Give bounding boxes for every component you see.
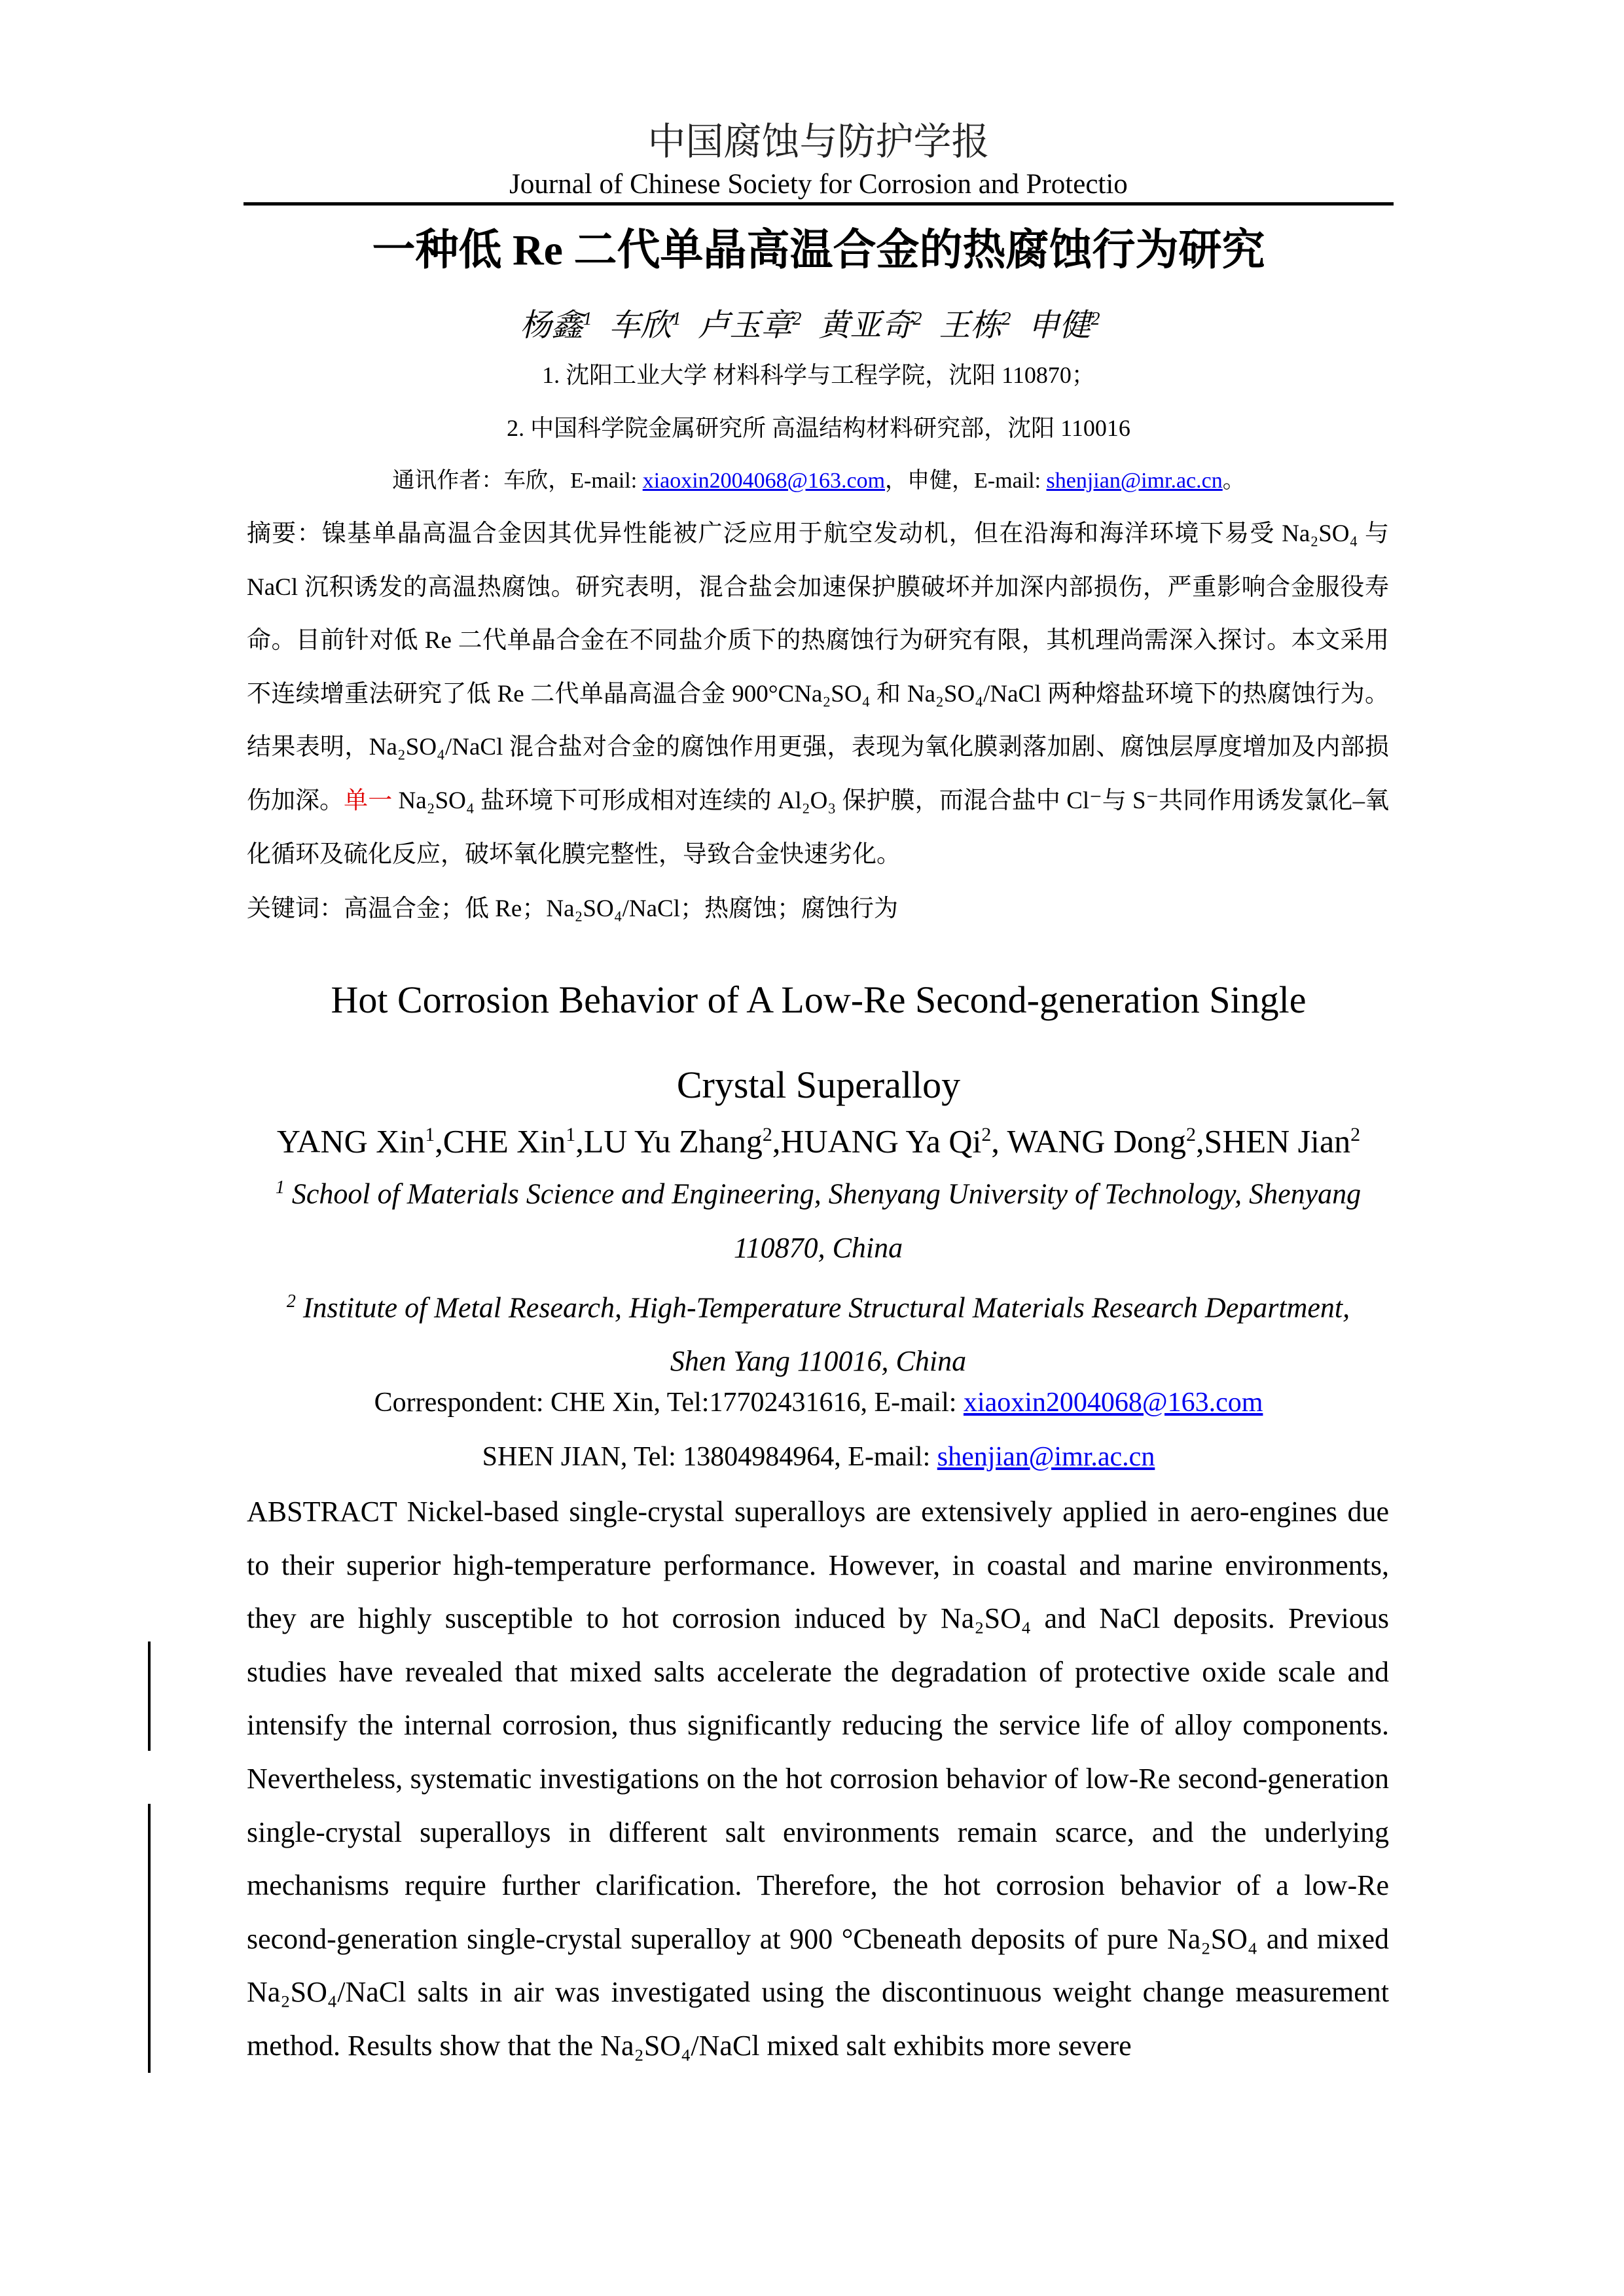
abstract-cn-part1: 摘要：镍基单晶高温合金因其优异性能被广泛应用于航空发动机，但在沿海和海洋环境下易受 Na₂SO₄ 与 NaCl 沉积诱发的高温热腐蚀。研究表明，混合盐会加速保护膜破坏并加深内部损伤，严重影响合金服役寿命。目前针对低 Re 二代单晶合金在不同盐介质下的热腐蚀行为研究有限，其机理尚需深入探讨。本文采用不连续增重法研究了低 Re 二代单晶高温合金 900°CNa₂SO₄ 和 Na₂SO₄/NaCl 两种熔盐环境下的热腐蚀行为。结果表明，Na₂SO₄/NaCl 混合盐对合金的腐蚀作用更强，表现为氧化膜剥落加剧、腐蚀层厚度增加及内部损伤加深。 (247, 520, 1389, 814)
author-name: 车欣 (609, 308, 672, 343)
journal-name-en: Journal of Chinese Society for Corrosion and Protectio (509, 169, 1128, 200)
author-name: 卢玉章 (698, 308, 793, 343)
author-name: 申健 (1028, 308, 1091, 343)
affiliation-2-cn: 2. 中国科学院金属研究所 高温结构材料研究部，沈阳 110016 (507, 415, 1130, 441)
author-affiliation-sup: 2 (1091, 309, 1100, 329)
author-name: YANG Xin (276, 1122, 425, 1160)
author-affiliation-sup: 2 (1001, 309, 1011, 329)
author-name: 黄亚奇 (818, 308, 913, 343)
author-affiliation-sup: 2 (1350, 1124, 1361, 1145)
corresponding-middle: ，申健，E-mail: (885, 469, 1047, 493)
change-bar (148, 1804, 151, 2073)
affiliation-1-sup: 1 (275, 1177, 285, 1198)
correspondent-2-text: SHEN JIAN, Tel: 13804984964, E-mail: (482, 1442, 937, 1472)
affiliations-en (262, 1161, 1375, 1388)
author-affiliation-sup: 2 (762, 1124, 772, 1145)
affiliation-2-sup: 2 (286, 1291, 296, 1312)
paper-title-en-line1: Hot Corrosion Behavior of A Low-Re Second-generation Single (331, 978, 1307, 1021)
author-name: , WANG Dong (991, 1122, 1187, 1160)
email-link-1[interactable]: xiaoxin2004068@163.com (642, 469, 886, 493)
affiliation-2-en (262, 1275, 1375, 1389)
affiliation-1-cn: 1. 沈阳工业大学 材料科学与工程学院，沈阳 110870； (542, 362, 1095, 388)
corresponding-suffix: 。 (1222, 469, 1245, 493)
author-affiliation-sup: 1 (672, 309, 681, 329)
correspondent-1-text: Correspondent: CHE Xin, Tel:17702431616, E-mail: (374, 1388, 964, 1418)
affiliation-2-text: Institute of Metal Research, High-Temperature Structural Materials Research Department, Shen Yang 110016, China (295, 1291, 1350, 1378)
author-affiliation-sup: 1 (566, 1124, 576, 1145)
keywords-cn: 关键词：高温合金；低 Re；Na₂SO₄/NaCl；热腐蚀；腐蚀行为 (247, 895, 898, 922)
correspondent-en-line1 (244, 1383, 1394, 1422)
change-bar (148, 1641, 151, 1751)
author-name: ,SHEN Jian (1196, 1122, 1351, 1160)
authors-en (244, 1115, 1394, 1162)
author-affiliation-sup: 2 (912, 309, 922, 329)
author-affiliation-sup: 2 (1186, 1124, 1197, 1145)
email-link-2[interactable]: shenjian@imr.ac.cn (1046, 469, 1223, 493)
header-divider (244, 202, 1394, 206)
corresponding-prefix: 通讯作者：车欣，E-mail: (392, 469, 643, 493)
author-affiliation-sup: 1 (425, 1124, 435, 1145)
email-link-en-2[interactable]: shenjian@imr.ac.cn (937, 1442, 1155, 1472)
author-name: ,CHE Xin (435, 1122, 566, 1160)
corresponding-author-cn (244, 465, 1394, 497)
author-name: ,LU Yu Zhang (575, 1122, 763, 1160)
author-affiliation-sup: 1 (583, 309, 592, 329)
abstract-en: ABSTRACT Nickel-based single-crystal superalloys are extensively applied in aero-engines due to their superior high-temperature performance. However, in coastal and marine environments, they are highly susceptible to hot corrosion induced by Na₂SO₄ and NaCl deposits. Previous studies have revealed that mixed salts accelerate the degradation of protective oxide scale and intensify the internal corrosion, thus significantly reducing the service life of alloy components. Nevertheless, systematic investigations on the hot corrosion behavior of low-Re second-generation single-crystal superalloys in different salt environments remain scarce, and the underlying mechanisms require further clarification. Therefore, the hot corrosion behavior of a low-Re second-generation single-crystal superalloy at 900 °Cbeneath deposits of pure Na₂SO₄ and mixed Na₂SO₄/NaCl salts in air was investigated using the discontinuous weight change measurement method. Results show that the Na₂SO₄/NaCl mixed salt exhibits more severe (247, 1496, 1389, 2062)
author-affiliation-sup: 2 (792, 309, 802, 329)
affiliation-1-en (262, 1161, 1375, 1275)
authors-cn (244, 300, 1394, 346)
author-name: ,HUANG Ya Qi (772, 1122, 982, 1160)
email-link-en-1[interactable]: xiaoxin2004068@163.com (963, 1388, 1263, 1418)
paper-title-en (244, 958, 1394, 1128)
abstract-cn (247, 507, 1389, 881)
affiliation-1-text: School of Materials Science and Engineering, Shenyang University of Technology, Shenyang 110870, China (284, 1177, 1362, 1264)
author-name: 王栋 (939, 308, 1002, 343)
author-affiliation-sup: 2 (981, 1124, 992, 1145)
abstract-cn-part2: Na₂SO₄ 盐环境下可形成相对连续的 Al₂O₃ 保护膜，而混合盐中 Cl⁻与 S⁻共同作用诱发氯化–氧化循环及硫化反应，破坏氧化膜完整性，导致合金快速劣化。 (247, 787, 1390, 868)
paper-title-en-line2: Crystal Superalloy (676, 1064, 961, 1106)
correspondent-en-line2 (244, 1437, 1394, 1477)
journal-name-cn: 中国腐蚀与防护学报 (647, 120, 990, 163)
paper-title-cn: 一种低 Re 二代单晶高温合金的热腐蚀行为研究 (372, 226, 1265, 274)
abstract-cn-highlight: 单一 (344, 787, 393, 814)
author-name: 杨鑫 (520, 308, 583, 343)
